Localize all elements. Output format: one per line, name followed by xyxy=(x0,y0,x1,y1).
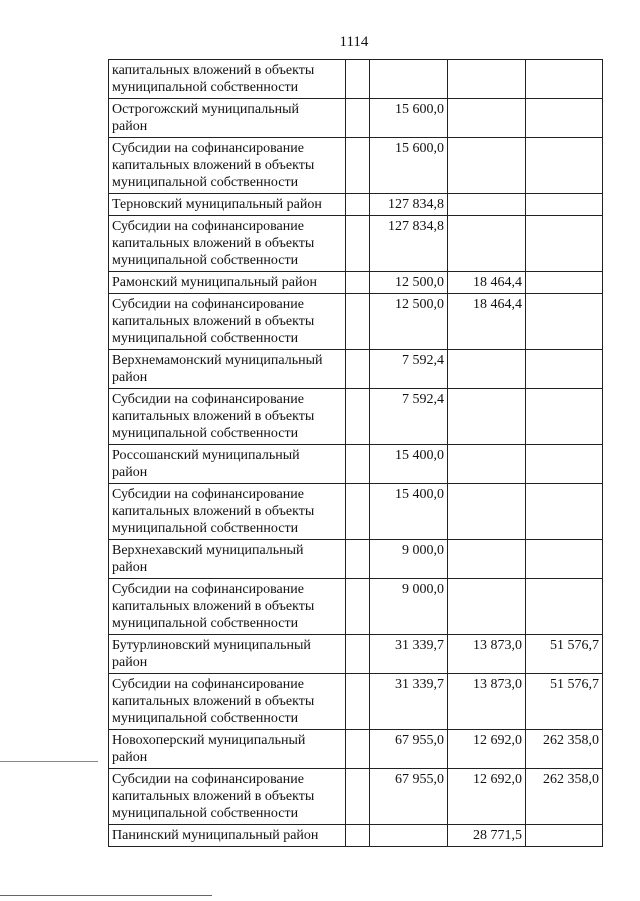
table-row xyxy=(109,769,603,825)
row-name-cell: Бутурлиновский муниципальный район xyxy=(109,635,346,674)
row-value-3-cell xyxy=(526,272,603,294)
row-value-3-cell xyxy=(526,445,603,484)
row-name-cell: Панинский муниципальный район xyxy=(109,825,346,847)
row-blank-cell xyxy=(346,60,370,99)
row-name-cell: Острогожский муниципальный район xyxy=(109,99,346,138)
row-value-3-cell xyxy=(526,484,603,540)
row-value-1-cell: 67 955,0 xyxy=(370,730,448,769)
row-name-cell: Субсидии на софинансирование капитальных вложений в объекты муниципальной собственности xyxy=(109,389,346,445)
row-name-cell: Рамонский муниципальный район xyxy=(109,272,346,294)
row-value-3-cell xyxy=(526,825,603,847)
table-row xyxy=(109,99,603,138)
row-value-2-cell xyxy=(448,445,526,484)
row-name-cell: Субсидии на софинансирование капитальных вложений в объекты муниципальной собственности xyxy=(109,674,346,730)
row-name-cell: Субсидии на софинансирование капитальных вложений в объекты муниципальной собственности xyxy=(109,216,346,272)
row-name-cell: Субсидии на софинансирование капитальных вложений в объекты муниципальной собственности xyxy=(109,484,346,540)
table-row xyxy=(109,350,603,389)
row-blank-cell xyxy=(346,730,370,769)
row-blank-cell xyxy=(346,350,370,389)
row-blank-cell xyxy=(346,138,370,194)
row-value-2-cell xyxy=(448,540,526,579)
row-blank-cell xyxy=(346,389,370,445)
row-value-3-cell xyxy=(526,350,603,389)
row-value-1-cell: 12 500,0 xyxy=(370,272,448,294)
row-blank-cell xyxy=(346,769,370,825)
row-value-1-cell xyxy=(370,825,448,847)
table-row xyxy=(109,445,603,484)
row-blank-cell xyxy=(346,674,370,730)
row-value-1-cell: 31 339,7 xyxy=(370,674,448,730)
row-name-cell: Субсидии на софинансирование капитальных вложений в объекты муниципальной собственности xyxy=(109,579,346,635)
row-name-cell: Субсидии на софинансирование капитальных вложений в объекты муниципальной собственности xyxy=(109,769,346,825)
row-value-3-cell xyxy=(526,216,603,272)
row-value-2-cell xyxy=(448,579,526,635)
scan-artifact-line xyxy=(0,895,212,896)
row-value-2-cell xyxy=(448,216,526,272)
row-value-1-cell: 15 400,0 xyxy=(370,445,448,484)
row-value-1-cell: 127 834,8 xyxy=(370,194,448,216)
row-value-2-cell: 13 873,0 xyxy=(448,635,526,674)
row-value-1-cell: 15 400,0 xyxy=(370,484,448,540)
row-value-3-cell xyxy=(526,294,603,350)
row-value-2-cell: 18 464,4 xyxy=(448,294,526,350)
row-name-cell: капитальных вложений в объекты муниципальной собственности xyxy=(109,60,346,99)
row-value-3-cell xyxy=(526,540,603,579)
row-value-2-cell xyxy=(448,350,526,389)
table-row xyxy=(109,60,603,99)
table-row xyxy=(109,389,603,445)
row-value-1-cell: 7 592,4 xyxy=(370,350,448,389)
page-number: 1114 xyxy=(339,34,369,50)
table-row xyxy=(109,635,603,674)
row-value-2-cell: 28 771,5 xyxy=(448,825,526,847)
row-value-3-cell xyxy=(526,579,603,635)
row-value-1-cell xyxy=(370,60,448,99)
budget-table xyxy=(108,59,603,847)
row-value-1-cell: 12 500,0 xyxy=(370,294,448,350)
table-row xyxy=(109,194,603,216)
table-row xyxy=(109,294,603,350)
row-value-1-cell: 9 000,0 xyxy=(370,540,448,579)
row-name-cell: Терновский муниципальный район xyxy=(109,194,346,216)
row-value-2-cell xyxy=(448,389,526,445)
row-name-cell: Новохоперский муниципальный район xyxy=(109,730,346,769)
row-value-2-cell: 13 873,0 xyxy=(448,674,526,730)
row-value-1-cell: 31 339,7 xyxy=(370,635,448,674)
table-body xyxy=(109,60,603,847)
row-value-1-cell: 67 955,0 xyxy=(370,769,448,825)
row-value-1-cell: 15 600,0 xyxy=(370,138,448,194)
row-name-cell: Верхнехавский муниципальный район xyxy=(109,540,346,579)
table-row xyxy=(109,138,603,194)
row-value-1-cell: 127 834,8 xyxy=(370,216,448,272)
row-blank-cell xyxy=(346,579,370,635)
table-row xyxy=(109,579,603,635)
row-name-cell: Субсидии на софинансирование капитальных вложений в объекты муниципальной собственности xyxy=(109,294,346,350)
row-value-3-cell xyxy=(526,194,603,216)
row-value-3-cell: 262 358,0 xyxy=(526,730,603,769)
row-blank-cell xyxy=(346,825,370,847)
table-row xyxy=(109,540,603,579)
row-value-2-cell xyxy=(448,60,526,99)
row-value-2-cell xyxy=(448,194,526,216)
row-value-2-cell: 18 464,4 xyxy=(448,272,526,294)
row-blank-cell xyxy=(346,272,370,294)
row-name-cell: Россошанский муниципальный район xyxy=(109,445,346,484)
table-row xyxy=(109,825,603,847)
row-value-2-cell xyxy=(448,138,526,194)
row-blank-cell xyxy=(346,540,370,579)
table-row xyxy=(109,730,603,769)
row-blank-cell xyxy=(346,194,370,216)
row-value-2-cell: 12 692,0 xyxy=(448,730,526,769)
row-value-3-cell xyxy=(526,99,603,138)
row-value-3-cell: 51 576,7 xyxy=(526,674,603,730)
row-value-2-cell xyxy=(448,99,526,138)
row-blank-cell xyxy=(346,294,370,350)
row-blank-cell xyxy=(346,99,370,138)
table-row xyxy=(109,216,603,272)
table-row xyxy=(109,674,603,730)
row-value-2-cell: 12 692,0 xyxy=(448,769,526,825)
row-value-3-cell xyxy=(526,389,603,445)
row-value-3-cell xyxy=(526,138,603,194)
row-blank-cell xyxy=(346,484,370,540)
row-value-2-cell xyxy=(448,484,526,540)
row-value-1-cell: 15 600,0 xyxy=(370,99,448,138)
scan-artifact-line xyxy=(0,761,98,762)
row-name-cell: Верхнемамонский муниципальный район xyxy=(109,350,346,389)
row-value-1-cell: 9 000,0 xyxy=(370,579,448,635)
table-row xyxy=(109,272,603,294)
row-value-3-cell: 51 576,7 xyxy=(526,635,603,674)
row-blank-cell xyxy=(346,216,370,272)
row-name-cell: Субсидии на софинансирование капитальных вложений в объекты муниципальной собственности xyxy=(109,138,346,194)
row-blank-cell xyxy=(346,445,370,484)
row-value-3-cell xyxy=(526,60,603,99)
row-value-1-cell: 7 592,4 xyxy=(370,389,448,445)
row-blank-cell xyxy=(346,635,370,674)
row-value-3-cell: 262 358,0 xyxy=(526,769,603,825)
table-row xyxy=(109,484,603,540)
